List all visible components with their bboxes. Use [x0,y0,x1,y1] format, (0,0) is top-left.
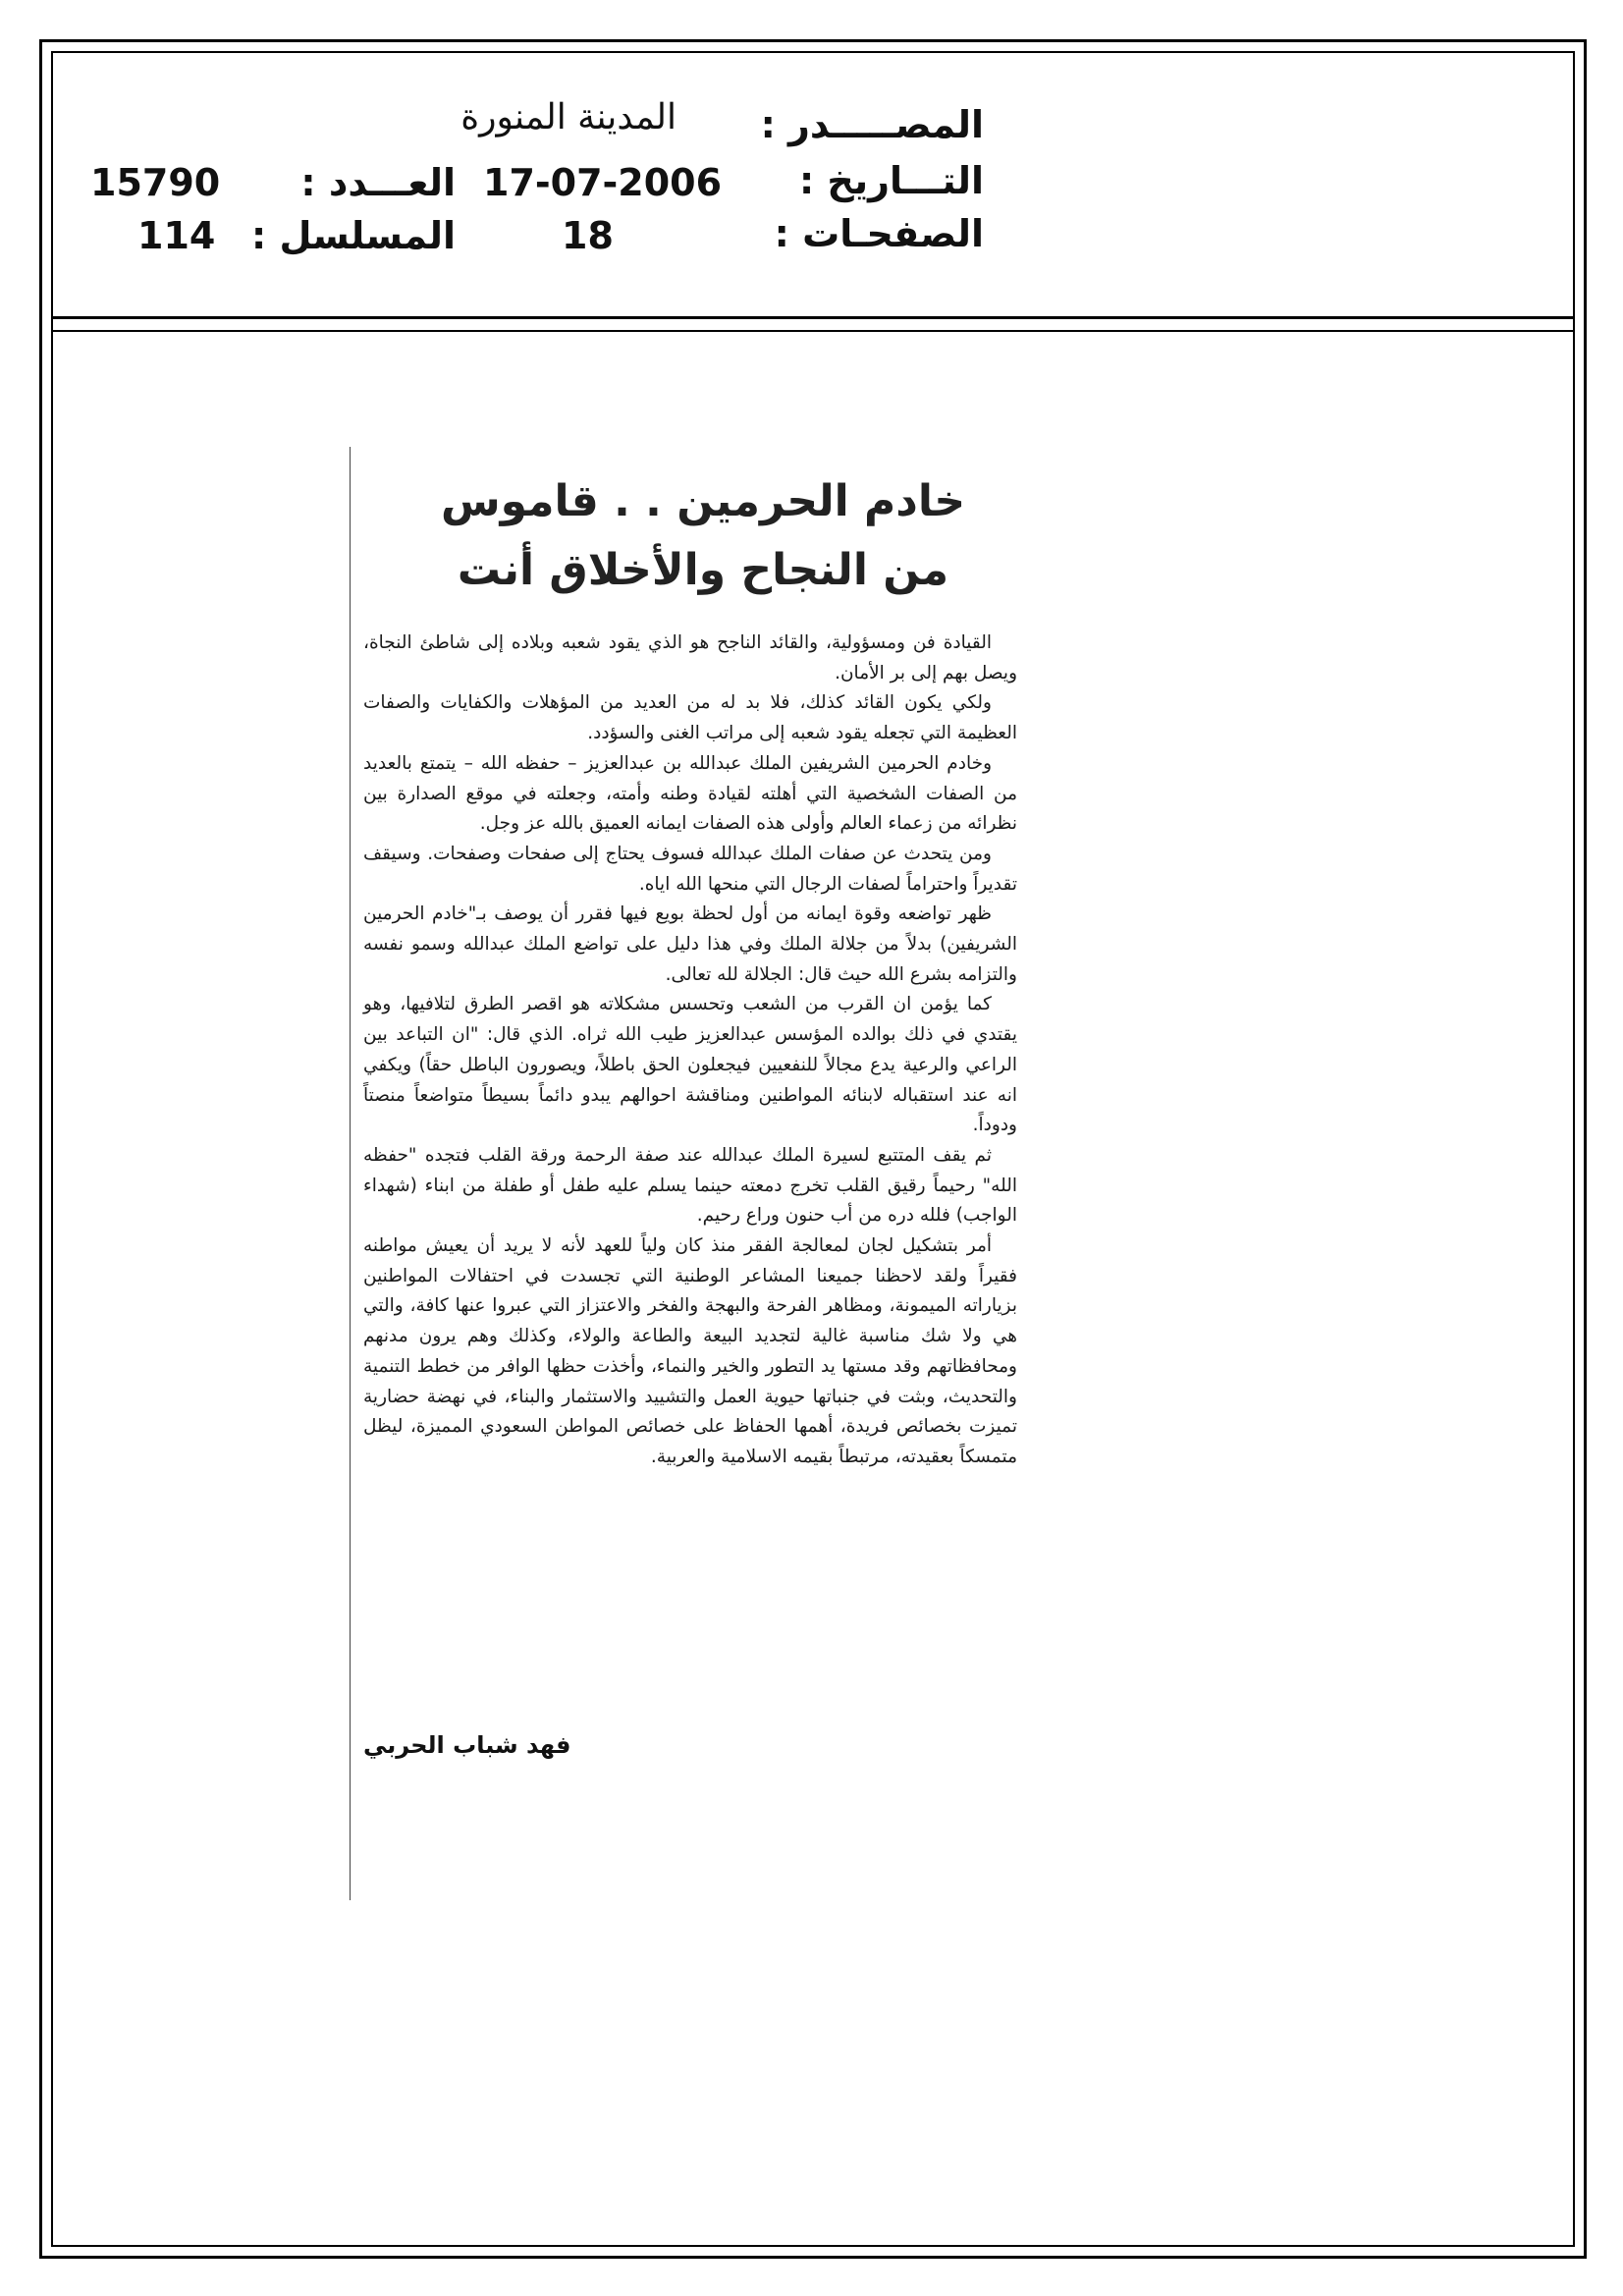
article-title-line-1: خادم الحرمين . . قاموس [440,476,966,526]
clipping-header [51,51,1575,321]
article-paragraph: ثم يقف المتتبع لسيرة الملك عبدالله عند صفة الرحمة ورقة القلب فتجده "حفظه الله" رحيماً رقيق القلب تخرج دمعته حينما يسلم عليه طفل أو طفلة من ابناء (شهداء الواجب) فلله دره من أب حنون وراع رحيم. [363,1144,1017,1227]
issue-label: العـــدد : [300,161,456,204]
article-paragraph: وخادم الحرمين الشريفين الملك عبدالله بن عبدالعزيز – حفظه الله – يتمتع بالعديد من الصفات الشخصية التي أهلته لقيادة وطنه وأمته، وجعلته في موقع الصدارة بين نظرائه من زعماء العالم وأولى هذه الصفات ايمانه العميق بالله عز وجل. [363,752,1017,835]
author-name: فهد شباب الحربي [363,1731,571,1759]
source-value: المدينة المنورة [460,97,676,137]
article-author [363,1731,1017,1759]
article-paragraph: كما يؤمن ان القرب من الشعب وتحسس مشكلاته هو اقصر الطرق لتلافيها، وهو يقتدي في ذلك بوالده المؤسس عبدالعزيز طيب الله ثراه. الذي قال: "ان التباعد بين الراعي والرعية يدع مجالاً للنفعيين فيجعلون الحق باطلاً، ويصورون الباطل حقاً) ويكفي انه عند استقباله لابنائه المواطنين ومناقشة احوالهم يبدو دائماً بسيطاً متواضعاً منصتاً ودوداً. [363,994,1017,1136]
date-label: التـــاريخ : [799,159,984,202]
newspaper-clipping [350,447,1027,1900]
issue-value: 15790 [90,161,221,204]
source-label: المصـــــدر : [760,103,984,146]
article-paragraph: أمر بتشكيل لجان لمعالجة الفقر منذ كان ولياً للعهد لأنه لا يريد أن يعيش مواطنه فقيراً ولقد لاحظنا جميعنا المشاعر الوطنية التي تجسدت في احتفالات المواطنين بزياراته الميمونة، ومظاهر الفرحة والبهجة والفخر والاعتزاز التي عبروا عنها كافة، والتي هي ولا شك مناسبة غالية لتجديد البيعة والطاعة والولاء، وكذلك وهم يرون مدنهم ومحافظاتهم وقد مستها يد التطور والخير والنماء، وأخذت حظها الوافر من خطط التنمية والتحديث، وبثت في جنباتها حيوية العمل والتشييد والاستثمار والبناء، في نهضة حضارية تميزت بخصائص فريدة، أهمها الحفاظ على خصائص المواطن السعودي المميزة، ليظل متمسكاً بعقيدته، مرتبطاً بقيمه الاسلامية والعربية. [363,1235,1017,1467]
serial-label: المسلسل : [251,214,456,257]
article-paragraph: ولكي يكون القائد كذلك، فلا بد له من العديد من المؤهلات والكفايات والصفات العظيمة التي تجعله يقود شعبه إلى مراتب الغنى والسؤدد. [363,692,1017,744]
header-divider [51,316,1575,319]
article-body [363,629,1017,1473]
article-paragraph: ظهر تواضعه وقوة ايمانه من أول لحظة بويع فيها فقرر أن يوصف بـ"خادم الحرمين الشريفين) بدلاً من جلالة الملك وفي هذا دليل على تواضع الملك عبدالله وسمو نفسه والتزامه بشرع الله حيث قال: الجلالة لله تعالى. [363,903,1017,985]
pages-value: 18 [562,214,614,257]
date-value: 17-07-2006 [483,161,723,204]
article-paragraph: القيادة فن ومسؤولية، والقائد الناجح هو الذي يقود شعبه وبلاده إلى شاطئ النجاة، ويصل بهم إلى بر الأمان. [363,632,1017,683]
header-divider-thin [51,330,1575,332]
serial-value: 114 [137,214,216,257]
article-paragraph: ومن يتحدث عن صفات الملك عبدالله فسوف يحتاج إلى صفحات وصفحات. وسيقف تقديراً واحتراماً لصفات الرجال التي منحها الله اياه. [363,843,1017,895]
article-title-line-2: من النجاح والأخلاق أنت [457,545,949,595]
pages-label: الصفحـات : [774,212,984,255]
